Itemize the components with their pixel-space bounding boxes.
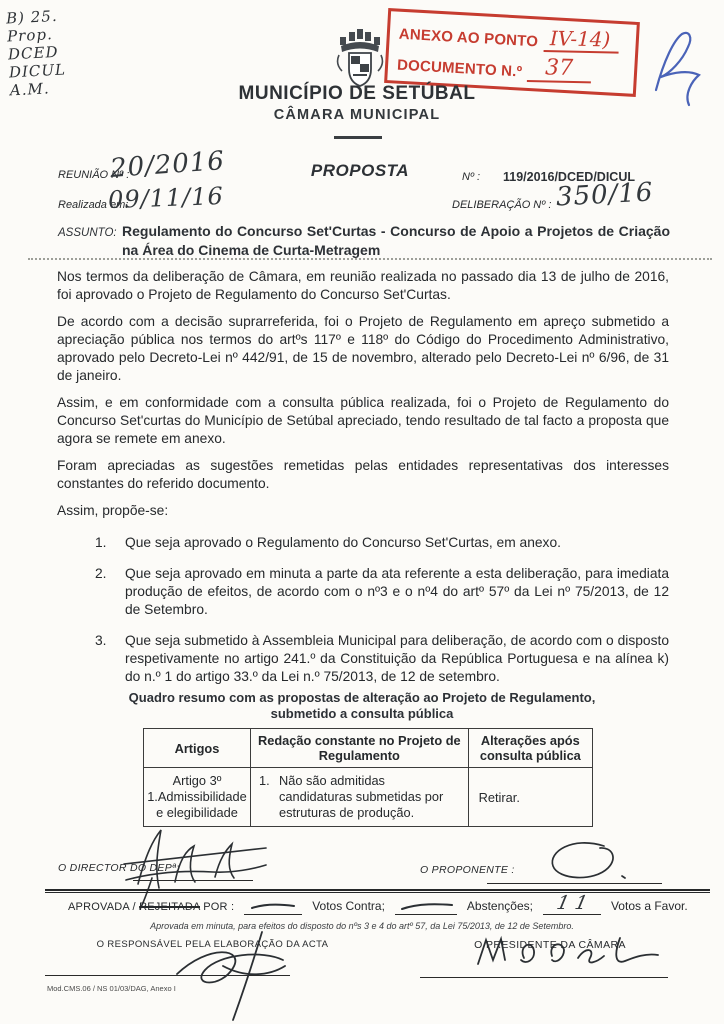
- summary-table-title: Quadro resumo com as propostas de alteração ao Projeto de Regulamento, submetido a consulta pública: [128, 690, 596, 721]
- proposal-text: Que seja submetido à Assembleia Municipal para deliberação, de acordo com o disposto respetivamente no artigo 241.º da Constituição da República Portuguesa e na alínea k) do n.º 1 do artigo 33.º da Lei n.º 75/2013, de 12 de setembro.: [125, 633, 669, 684]
- reuniao-handwritten-value: 20/2016: [109, 146, 226, 184]
- corner-note-line: B) 25.: [5, 6, 59, 28]
- column-header-redacao: Redação constante no Projeto de Regulamento: [250, 729, 468, 768]
- proposal-number: 3.: [95, 633, 107, 648]
- body-paragraph: Foram apreciadas as sugestões remetidas pelas entidades representativas dos interesses constantes do referido documento.: [57, 458, 669, 491]
- propoe-se-line: Assim, propõe-se:: [57, 503, 169, 518]
- assunto-separator: [28, 258, 712, 260]
- handwritten-corner-note: [6, 7, 68, 100]
- aprovada-label: APROVADA /: [68, 901, 136, 913]
- realizada-em-handwritten-value: 09/11/16: [107, 181, 225, 215]
- corner-note-line: DCED: [7, 42, 59, 64]
- proposal-list: [57, 534, 669, 686]
- proposal-item: [95, 565, 669, 619]
- corner-note-line: A.M.: [9, 79, 51, 100]
- proposal-item: [95, 534, 669, 552]
- anexo-ponto-handwritten-value: IV-14): [543, 26, 618, 54]
- abstencoes-label: Abstenções;: [466, 899, 533, 913]
- body-paragraph: De acordo com a decisão suprarreferida, foi o Projeto de Regulamento em apreço submetido a apreciação pública nos termos do artºs 117º e 118º do Código do Procedimento Administrativo, aprovado pelo Decreto-Lei nº 442/91, de 15 de novembro, alterado pelo Decreto-Lei nº 6/96, de 31 de janeiro.: [57, 314, 669, 383]
- numero-value: 119/2016/DCED/DICUL: [503, 170, 636, 184]
- column-header-alteracoes: Alterações após consulta pública: [468, 729, 592, 768]
- form-code-footer: Mod.CMS.06 / NS 01/03/DAG, Anexo I: [47, 984, 176, 993]
- document-body: [57, 268, 669, 699]
- assunto-label: ASSUNTO:: [58, 227, 117, 239]
- proposal-item: [95, 632, 669, 686]
- proposal-number: 2.: [95, 566, 107, 581]
- header-rule: [334, 136, 382, 139]
- documento-numero-handwritten-value: 37: [527, 55, 592, 83]
- proponente-signature: [540, 838, 635, 891]
- corner-note-line: DICUL: [8, 60, 67, 82]
- votos-favor-label: Votos a Favor.: [610, 899, 688, 913]
- voting-row: [68, 892, 688, 915]
- realizada-em-label: Realizada em:: [58, 199, 129, 211]
- table-header-row: [144, 729, 593, 768]
- rejeitada-label-struck: REJEITADA: [139, 901, 200, 913]
- aprovada-rejeitada-label: [68, 901, 234, 915]
- por-label: POR :: [203, 901, 235, 913]
- abstencoes-blank: [395, 899, 457, 915]
- proposal-number: 1.: [95, 535, 107, 550]
- municipality-title: MUNICÍPIO DE SETÚBAL: [238, 83, 476, 104]
- numero-label: Nº :: [462, 171, 481, 183]
- redacao-item-text: Não são admitidas candidaturas submetidas por estruturas de produção.: [278, 773, 444, 820]
- president-signature: [468, 930, 668, 983]
- acta-signature: [165, 928, 315, 1024]
- votos-favor-blank: [543, 892, 601, 915]
- proposal-text: Que seja aprovado o Regulamento do Concurso Set'Curtas, em anexo.: [125, 535, 561, 550]
- votos-contra-blank: [244, 899, 302, 915]
- cell-redacao: [250, 768, 468, 827]
- votos-contra-label: Votos Contra;: [312, 899, 385, 913]
- blue-paraph-signature: [648, 28, 703, 113]
- proponente-label: O PROPONENTE :: [420, 864, 515, 876]
- assunto-text: Regulamento do Concurso Set'Curtas - Concurso de Apoio a Projetos de Criação na Área do Cinema de Curta-Metragem: [122, 223, 670, 258]
- cell-artigos: Artigo 3º 1.Admissibilidade e elegibilidade: [144, 768, 251, 827]
- director-label: O DIRECTOR DO DEPª:: [58, 862, 180, 874]
- anexo-ao-ponto-label: ANEXO AO PONTO: [398, 25, 539, 51]
- cell-alteracoes: Retirar.: [468, 768, 592, 827]
- president-role-label: O PRESIDENTE DA CÂMARA: [474, 939, 626, 951]
- documento-numero-label: DOCUMENTO N.º: [396, 56, 523, 81]
- approval-section-rule: [45, 889, 710, 893]
- body-paragraph: Nos termos da deliberação de Câmara, em reunião realizada no passado dia 13 de julho de 2016, foi aprovado o Projeto de Regulamento do Concurso Set'Curtas.: [57, 269, 669, 302]
- summary-table: [143, 728, 593, 827]
- reuniao-label: REUNIÃO Nº :: [58, 169, 130, 181]
- redacao-item-number: 1.: [258, 773, 270, 788]
- body-paragraph: Assim, e em conformidade com a consulta pública realizada, foi o Projeto de Regulamento do Concurso Set'curtas do Município de Setúbal apreciado, tendo resultado de tal facto a proposta que agora se remete em anexo.: [57, 395, 669, 446]
- deliberacao-label: DELIBERAÇÃO Nº :: [452, 199, 552, 211]
- column-header-artigos: Artigos: [144, 729, 251, 768]
- minuta-note: Aprovada em minuta, para efeitos do disposto do nºs 3 e 4 do artº 57, da Lei 75/2013, de 12 de Setembro.: [150, 921, 574, 931]
- acta-role-label: O RESPONSÁVEL PELA ELABORAÇÃO DA ACTA: [96, 939, 329, 950]
- proposal-text: Que seja aprovado em minuta a parte da ata referente a esta deliberação, para imediata produção de efeitos, de acordo com o nº3 e o nº4 do artº 57º da Lei nº 75/2013, de 12 de Setembro.: [125, 566, 669, 617]
- proposta-title: PROPOSTA: [310, 161, 410, 180]
- votos-favor-handwritten-count: 11: [554, 892, 596, 914]
- deliberacao-handwritten-value: 350/16: [555, 177, 655, 213]
- council-subtitle: CÂMARA MUNICIPAL: [273, 107, 441, 123]
- table-row: [144, 768, 593, 827]
- corner-note-line: Prop.: [6, 25, 54, 46]
